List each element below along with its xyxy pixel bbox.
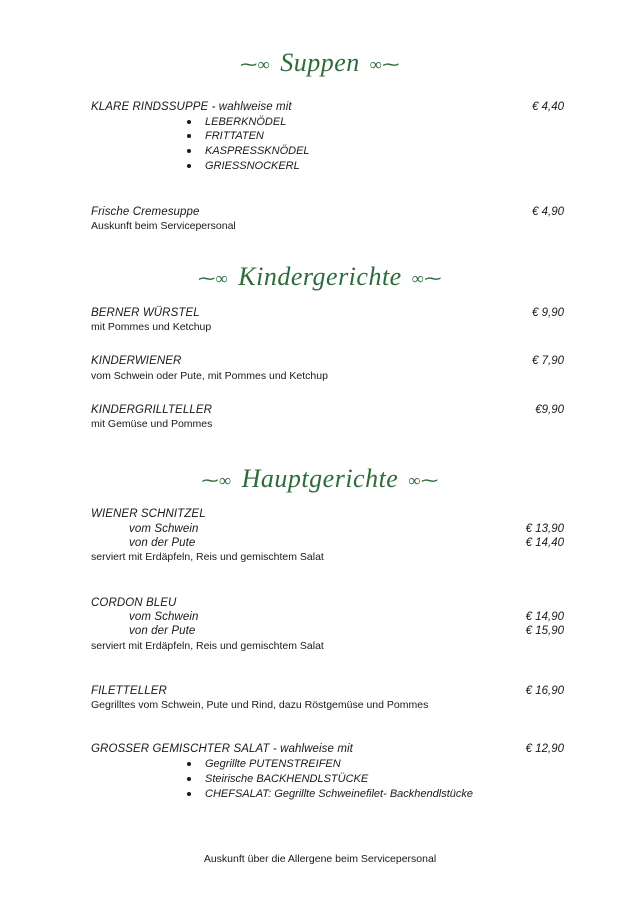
section-title: Kindergerichte (238, 262, 402, 291)
menu-item-description: Auskunft beim Servicepersonal (91, 220, 236, 232)
menu-item-name: KINDERWIENER (91, 355, 182, 367)
ornament-left-icon: ⁓∞ (198, 269, 229, 289)
option-item (187, 145, 310, 157)
menu-item-description: serviert mit Erdäpfeln, Reis und gemischtem Salat (91, 551, 324, 563)
menu-item-price: € 12,90 (525, 743, 564, 755)
menu-item-name: CORDON BLEU (91, 597, 177, 609)
option-label: CHEFSALAT: Gegrillte Schweinefilet- Backhendlstücke (205, 788, 473, 800)
menu-item-name: Frische Cremesuppe (91, 206, 200, 218)
option-item (187, 116, 286, 128)
option-item (187, 788, 473, 800)
bullet-icon (187, 149, 191, 153)
section-heading-suppen (0, 48, 640, 78)
ornament-left-icon: ⁓∞ (201, 471, 232, 491)
menu-item-description: vom Schwein oder Pute, mit Pommes und Ketchup (91, 370, 328, 382)
menu-item-price: € 16,90 (525, 685, 564, 697)
menu-item-description: mit Pommes und Ketchup (91, 321, 212, 333)
ornament-right-icon: ∞⁓ (411, 269, 442, 289)
variant-label: von der Pute (129, 537, 196, 549)
variant-price: € 15,90 (525, 625, 564, 637)
menu-item-description: mit Gemüse und Pommes (91, 418, 213, 430)
section-title: Suppen (280, 48, 360, 77)
menu-item-name: WIENER SCHNITZEL (91, 508, 206, 520)
bullet-icon (187, 762, 191, 766)
section-heading-kindergerichte (0, 262, 640, 292)
section-heading-hauptgerichte (0, 464, 640, 494)
variant-label: vom Schwein (129, 523, 199, 535)
option-label: Steirische BACKHENDLSTÜCKE (205, 773, 369, 785)
menu-item-name: BERNER WÜRSTEL (91, 307, 200, 319)
variant-price: € 14,40 (525, 537, 564, 549)
menu-item-price: € 4,90 (532, 206, 564, 218)
menu-item-name: GROSSER GEMISCHTER SALAT - wahlweise mit (91, 743, 353, 755)
menu-item-price: € 9,90 (532, 307, 564, 319)
menu-item-name: KLARE RINDSSUPPE - wahlweise mit (91, 101, 292, 113)
option-label: Gegrillte PUTENSTREIFEN (205, 758, 341, 770)
bullet-icon (187, 120, 191, 124)
bullet-icon (187, 777, 191, 781)
menu-item-price: € 7,90 (532, 355, 564, 367)
option-item (187, 758, 341, 770)
variant-price: € 14,90 (525, 611, 564, 623)
option-label: KASPRESSKNÖDEL (205, 145, 310, 157)
ornament-right-icon: ∞⁓ (408, 471, 439, 491)
option-item (187, 130, 264, 142)
option-item (187, 160, 300, 172)
section-title: Hauptgerichte (241, 464, 399, 493)
menu-item-name: FILETTELLER (91, 685, 167, 697)
ornament-left-icon: ⁓∞ (240, 55, 271, 75)
option-label: LEBERKNÖDEL (205, 116, 287, 128)
option-label: FRITTATEN (205, 130, 264, 142)
menu-item-description: Gegrilltes vom Schwein, Pute und Rind, dazu Röstgemüse und Pommes (91, 699, 429, 711)
menu-item-price: € 4,40 (532, 101, 564, 113)
menu-item-description: serviert mit Erdäpfeln, Reis und gemischtem Salat (91, 640, 324, 652)
menu-item-name: KINDERGRILLTELLER (91, 404, 212, 416)
bullet-icon (187, 792, 191, 796)
bullet-icon (187, 164, 191, 168)
variant-price: € 13,90 (525, 523, 564, 535)
variant-label: von der Pute (129, 625, 196, 637)
bullet-icon (187, 134, 191, 138)
menu-item-price: €9,90 (535, 404, 564, 416)
ornament-right-icon: ∞⁓ (369, 55, 400, 75)
option-item (187, 773, 368, 785)
option-label: GRIESSNOCKERL (205, 160, 300, 172)
allergen-footer-note: Auskunft über die Allergene beim Servicepersonal (203, 853, 437, 865)
variant-label: vom Schwein (129, 611, 199, 623)
